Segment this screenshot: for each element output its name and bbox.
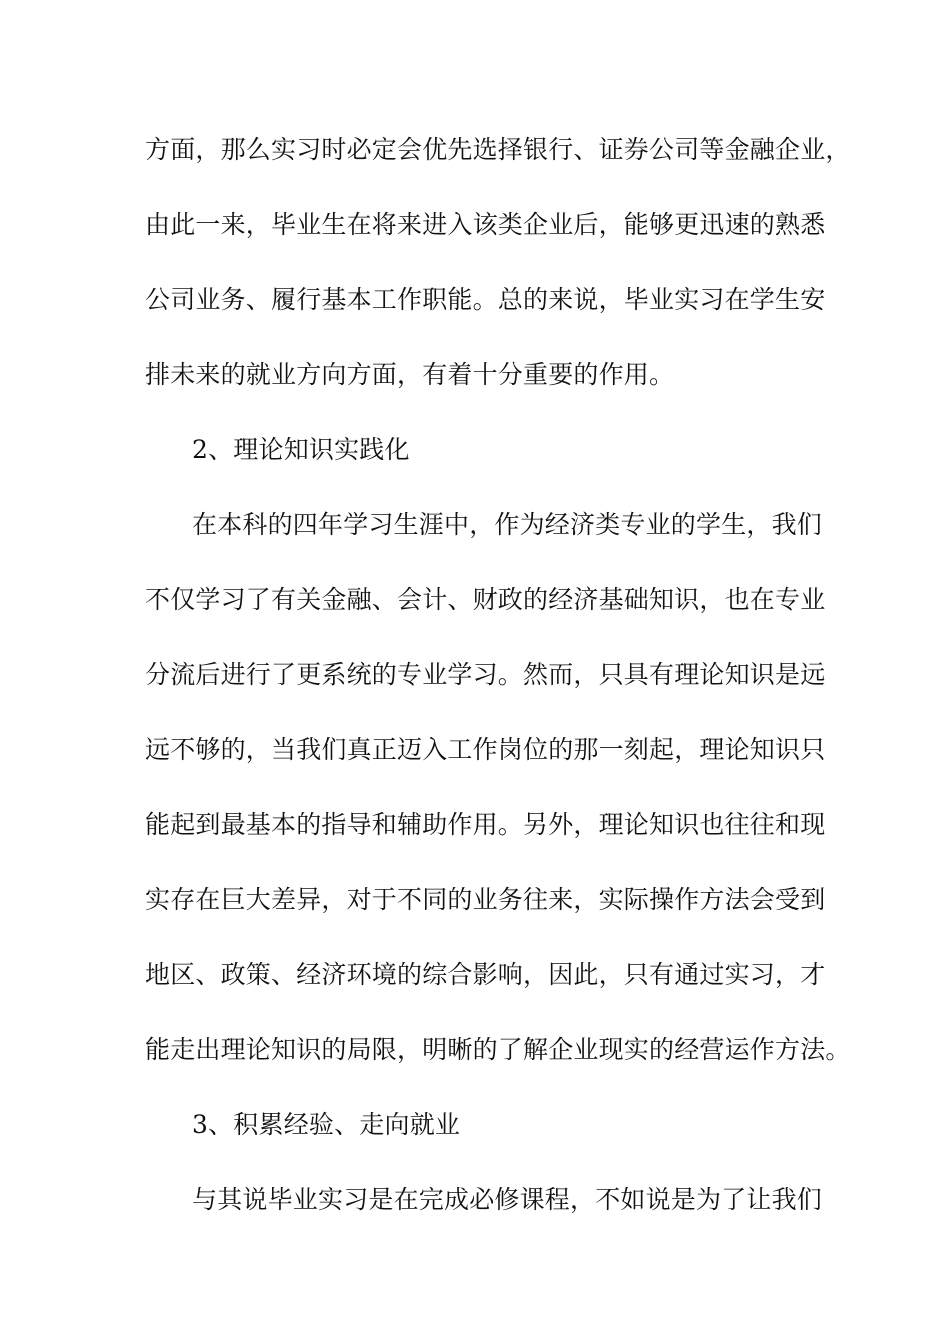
paragraph-line: 与其说毕业实习是在完成必修课程，不如说是为了让我们 — [192, 1185, 823, 1214]
paragraph-line: 远不够的，当我们真正迈入工作岗位的那一刻起，理论知识只 — [145, 735, 826, 764]
paragraph-line: 不仅学习了有关金融、会计、财政的经济基础知识，也在专业 — [145, 585, 826, 614]
section-heading: 2、理论知识实践化 — [192, 435, 410, 464]
paragraph-line: 实存在巨大差异，对于不同的业务往来，实际操作方法会受到 — [145, 885, 826, 914]
paragraph-line: 能走出理论知识的局限，明晰的了解企业现实的经营运作方法。 — [145, 1035, 851, 1064]
paragraph-line: 地区、政策、经济环境的综合影响，因此，只有通过实习，才 — [145, 960, 826, 989]
paragraph-line: 由此一来，毕业生在将来进入该类企业后，能够更迅速的熟悉 — [145, 210, 826, 239]
paragraph-line: 在本科的四年学习生涯中，作为经济类专业的学生，我们 — [192, 510, 823, 539]
paragraph-line: 排未来的就业方向方面，有着十分重要的作用。 — [145, 360, 675, 389]
paragraph-line: 方面，那么实习时必定会优先选择银行、证券公司等金融企业， — [145, 135, 851, 164]
paragraph-line: 分流后进行了更系统的专业学习。然而，只具有理论知识是远 — [145, 660, 826, 689]
paragraph-line: 能起到最基本的指导和辅助作用。另外，理论知识也往往和现 — [145, 810, 826, 839]
section-heading: 3、积累经验、走向就业 — [192, 1110, 461, 1139]
paragraph-line: 公司业务、履行基本工作职能。总的来说，毕业实习在学生安 — [145, 285, 826, 314]
